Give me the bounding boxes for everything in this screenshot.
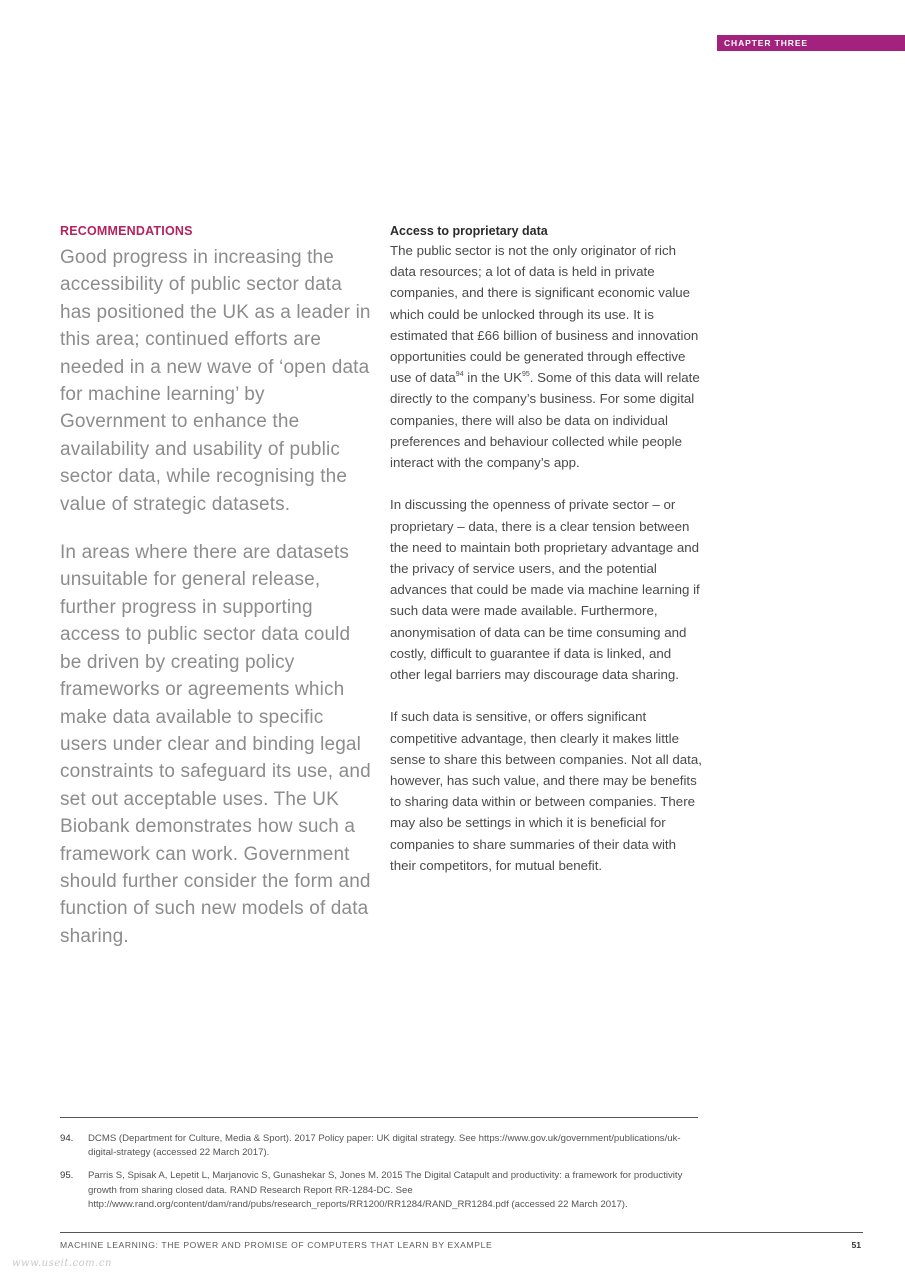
- footnote-ref-94[interactable]: 94: [455, 371, 464, 379]
- footnote-ref-95[interactable]: 95: [521, 371, 530, 379]
- section-subheading: Access to proprietary data: [390, 224, 548, 238]
- footnote-item: [60, 1169, 700, 1212]
- body-paragraph-1: [390, 240, 702, 473]
- footnotes-list: [60, 1132, 700, 1221]
- main-text-column: [390, 222, 702, 897]
- chapter-label: CHAPTER THREE: [717, 35, 905, 51]
- body-paragraph-3: If such data is sensitive, or offers significant competitive advantage, then clearly it makes little sense to share this between companies. Not all data, however, has such value, and there may be benefits to sharing data within or between companies. There may also be settings in which it is beneficial for companies to share summaries of their data with their competitors, for mutual benefit.: [390, 709, 702, 873]
- footnote-number: 95.: [60, 1170, 74, 1182]
- recommendations-column: [60, 222, 372, 950]
- footnote-text: DCMS (Department for Culture, Media & Sport). 2017 Policy paper: UK digital strategy. See https://www.gov.uk/government/publications/uk-digital-strategy (accessed 22 March 2017).: [88, 1133, 681, 1159]
- footnote-number: 94.: [60, 1133, 74, 1144]
- footnote-item: [60, 1132, 700, 1160]
- body-paragraph-1-part-3: . Some of this data will relate directly to the company’s business. For some digital companies, there will also be data on individual preferences and behaviour collected while people interact with the company’s app.: [390, 370, 700, 471]
- recommendations-heading: RECOMMENDATIONS: [60, 224, 193, 238]
- recommendation-paragraph-1: Good progress in increasing the accessibility of public sector data has positioned the UK as a leader in this area; continued efforts are needed in a new wave of ‘open data for machine learning’ by Government to enhance the availability and usability of public sector data, while recognising the value of strategic datasets.: [60, 247, 371, 515]
- body-paragraph-1-part-2: in the UK: [463, 370, 522, 386]
- watermark: www.useit.com.cn: [12, 1258, 112, 1269]
- body-paragraph-2: In discussing the openness of private sector – or proprietary – data, there is a clear tension between the need to maintain both proprietary advantage and the privacy of service users, and the potential advances that could be made via machine learning if such data were made available. Furthermore, anonymisation of data can be time consuming and costly, difficult to guarantee if data is linked, and other legal barriers may discourage data sharing.: [390, 497, 700, 683]
- running-footer-title: MACHINE LEARNING: THE POWER AND PROMISE OF COMPUTERS THAT LEARN BY EXAMPLE: [60, 1240, 493, 1250]
- footnote-text: Parris S, Spisak A, Lepetit L, Marjanovic S, Gunashekar S, Jones M. 2015 The Digital Catapult and productivity: a framework for productivity growth from sharing closed data. RAND Research Report RR-1284-DC. See http://www.rand.org/content/dam/rand/pubs/research_reports/RR1200/RR1284/RAND_RR1284.pdf (accessed 22 March 2017).: [88, 1170, 683, 1210]
- body-paragraph-1-part-1: The public sector is not the only originator of rich data resources; a lot of data is held in private companies, and there is significant economic value which could be unlocked through its use. It is estimated that £66 billion of business and innovation opportunities could be generated through effective use of data: [390, 243, 699, 386]
- page-number: 51: [851, 1240, 861, 1250]
- recommendation-paragraph-2: In areas where there are datasets unsuitable for general release, further progress in supporting access to public sector data could be driven by creating policy frameworks or agreements which make data available to specific users under clear and binding legal constraints to safeguard its use, and set out acceptable uses. The UK Biobank demonstrates how such a framework can work. Government should further consider the form and function of such new models of data sharing.: [60, 542, 371, 947]
- footer-divider: [60, 1232, 863, 1233]
- footnote-divider: [60, 1117, 698, 1118]
